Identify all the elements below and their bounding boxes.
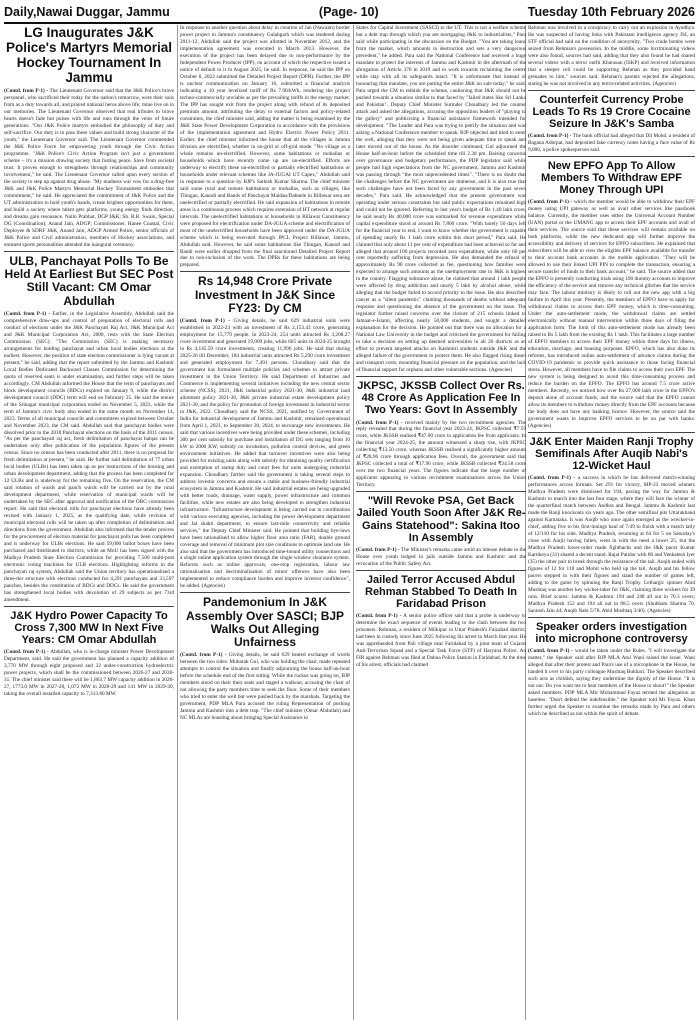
headline: Speaker orders investigation into microphone controversy bbox=[535, 620, 688, 645]
divider bbox=[4, 606, 174, 607]
body-text: The Lieutenant Governor said that the J&K Police's brave personnel, who sacrificed their today for the nation's tomorrow, were their sons from as a duty towards all, and prayed national heros above life; mine live on in our memories. The Lieutenant Governor observed that real tributes to brave hearts doesn't fade but pulses with life and runs through the veins of future generations. "Our J&K Police martyrs embodied the philosophy of duty and self-sacrifice. Our duty is to pass these values and build strong character of the youth," the Lieutenant Governor said. The Lieutenant Governor commended the J&K Police Force for empowering youth through the Civic Action programme. "J&K Police's Civic Action Program isn't just a government scheme – it's a mission drawing society that fosting peace. Save from societal trust. It proves enough to strengthens through relationships and community involvement," he said. The Lieutenant Governor called upon every section of the society to step up against drug abuse. "My madness war vow for a drug-free J&K and J&K Police Martyrs Memorial Hockey Tournament embodies that commitment," he said. He appreciated the commitment of J&K Police and the UT administration to hold youth's hands, create brighter opportunities for them, and build a society where talent gets platforms, young energy finds direction, and dreams gain resonance. Nalin Prabhat, DGP J&K; Sh. R.R. Swain, Special DG (Coordination); Anand Jain, ADGP; Commissioner, Hanee Coastal, Civic Deployee & SDRF J&K, Anand Jain, ADGP Armed Police, senior officials of J&K Police and Civil administration, members of Hockey associations, and eminent sports personalities attended the inaugural ceremony. bbox=[4, 88, 174, 249]
dateline: (Contd. from P-1) - bbox=[4, 310, 51, 317]
headline: Rs 14,948 Crore Private Investment In J&K Since FY23: Dy CM bbox=[194, 274, 336, 315]
divider bbox=[528, 617, 695, 618]
body-text: The Minister's remarks came amid an intense debate in the House over youth lodged in jails outside Jammu and Kashmir and the revocation of the Public Safety Act. bbox=[356, 546, 526, 567]
divider bbox=[528, 90, 695, 91]
body-text: Giving details, he said 629 heated exchange of words between the two sides. Mubarak Gul, who was holding the chair, made repeated attempts to control the situation and finally adjourning the house half-an-hour before the schedule end of the first sitting. While the ruckus was going on, BJP members stood on their their seats and staged a walkout, accusing the chair of not allowing the party members time to seek the floor. Some of their members who tried to enter the well but were pushed back by the marshals. Targeting the government, PDP MLA Para accused the ruling Representation of pushing Jammu and Kashmir into a debt trap. "The chief minister (Omar Abdullah) and NC MLAs are boasting about bringing Special Assistance to bbox=[180, 652, 350, 722]
divider bbox=[356, 491, 526, 492]
divider bbox=[528, 156, 695, 157]
dateline: (Contd. from P-1) - bbox=[180, 652, 227, 659]
article-body bbox=[356, 613, 526, 669]
newspaper-name: Daily,Nawai Duggar, Jammu bbox=[4, 5, 170, 19]
article-body bbox=[4, 311, 174, 604]
body-text: Abdullah, who is in-charge minister Power Development Department, said. He said the government has planned a capacity addition of 3,770 MW through eight proposed and 32 under-construction hydroelectric power projects, which shall be the commissioned between 2026-27 and 2030-31. The chief minister said there will be 1,863.7 MW capacity addition in 2026-27, 1773.0 MW in 2027-28, 1,072 MW in 2028-29 and 141 MW in 2029-30, taking the overall installed capacity to 7,313.80 MW. bbox=[4, 649, 174, 698]
dateline: (Contd. from P-1) - bbox=[356, 419, 403, 426]
masthead bbox=[4, 2, 695, 24]
dateline: (Contd. from P-1) - bbox=[528, 133, 572, 140]
dateline: (Contd. from P-1) - bbox=[528, 648, 574, 655]
article-body-continued: In response to another question about delay in creation of Jan (Nawaim) border power project in Jammu's constituency Gulabgarh which was tendered during 2011-12, Abdullah said the project was allotted in November 2012, and the implementation agreement was executed in March 2013. However, the execution of the project has been delayed due to non-performance by the Independent Power Producer (IPP), on account of which the respective issued a notice of default to it in August 2025, he said. In response, he said the IPP on October 8, 2022 submitted the Detailed Project Report (DPR). Further, the IPP is unclear communication on January 16, submitted a financial analysis indicating a 10 year levelized tariff of Rs 7.90/kWh, rendering the project techno-commercially unviable as per the prevailing tariffs in the energy market. The IPP has sought exit from the project along with refund of its deposited premium amount, attributing the delay to external factors and policy-related constraints, the chief minister said, adding the matter is being examined by the J&K State Power Development Corporation in accordance with the provisions of the implementation agreement and Hydro Electric Power Policy 2011. Earlier, the chief minister informed the house that all the villages in Jammu division are electrified, whether in on-grid or off-grid mode. "No village as a whole remains un-electrified. However, some habitations or mohallas or households which have recently come up are un-electrified. Efforts are underway to electrify these un-electrified or partially electrified habitations or households under relevant schemes like JA-JUGAI UT Capex," Abdullah said in response to a question by BJP's Sathish Kumar Sharma. The chief minister said some rural and remote habitations or mohallas, such as villages, like Thingan, Kanodi and Bands of Panchayat Maidan/Dabnele in Billawar area are unelectrified or partially electrified. He said expansion of habitations in remote areas is a continuous process which requires extension of HT network at regular intervals. The unelectrified habitations or households in Billawar Constituency were proposed for electrification under DA-JGUA scheme and electrification of most of the unelectrified households have been approved under the DA-JGUA scheme which is being executed through JPCL Project Billawar, Jammu, Abdullah said. However, he said some habitations like Thingan, Kanodi and Bandi were earlier dropped from the final sanctioned Detailed Project Report due to non-inclusion of the work. The DPRs for these habitations are being prepared. bbox=[180, 25, 350, 269]
article-body bbox=[528, 199, 695, 429]
article-jkpsc-fees bbox=[356, 380, 526, 489]
article-lg-hockey bbox=[4, 26, 174, 249]
dateline: (Contd. from P-1) - bbox=[356, 546, 400, 553]
headline: JKPSC, JKSSB Collect Over Rs. 48 Crore As Application Fee In Two Years: Govt In Assembly bbox=[357, 380, 525, 417]
article-body-continued: States for Capital Investment (SASCI) to the UT. This is not a welfare scheme but a debt trap through which you are mortgaging J&K to industrialists," Para said while participating in the discussion on the Budget. "You are taking loans from the market, which amounts to destruction and sets a very dangerous precedent," he added. Para said the National Conference had received a huge mandate to protect the interests of Jammu and Kashmir in the aftermath of the abrogation of Article 370 in 2019 and to work towards reclaiming the centre while stay with all its safeguards intact. "It is unfortunate that instead of honouring that mandate, you are putting the entire J&K on sale today," he said. Para urged the CM to rethink the scheme, cautioning that J&K should not be pushed towards a situation similar to that faced by "failed states like Sri Lanka and Pakistan". Deputy Chief Minister Surinder Choudhary led the counter attack and asked the allegations, accusing the opposition leaders of "playing to the gallery" and politicising a financial assistance framework intended for development. "The Leader and Para was trying to petrify the situation and was asking a National Conference member to speak. BJP objected and tried to enter the well, alleging that they were not being given adequate time to speak and later moved out of the house. As the disorder continued, Gul adjourned the House half-an-hour before the scheduled time till 2.30 pm. Raising concerns over governance and budgetary performance, the PDP legislator said while people had high expectations from the NC government, Jammu and Kashmir was passing through "the most unprecedented times". "There is no doubt that the challenges before the NC government are immense, and it is also true that such challenges have not been faced by any government in the past seven decades," Para said. He acknowledged that the present government was operating under serious constraints but said public expectations remained high and could not be ignored. Referring to last year's budget of Rs 1.40 lakh crore, he said nearly Rs 40,000 crore was earmarked for revenue expenditure while capital expenditure stood at around Rs 7,800 crore. "With barely 50 days left for the financial year to end, I want to know whether the government is capable of spending nearly Rs 1 lakh crore within this short period," Para said. He claimed that only about 11 per cent of expenditure had been achieved so far and alleged that around 100 projects recorded zero expenditure, while only 60 per cent reportedly suffering from depression. He also demanded the refusal of approximately Rs 90 crore collected as fee, questioning how families were expected to arrange such amounts as the unemployment rate in J&K is highest in the country. Flagging substance abuse, he claimed that around 1 lakh people were affected by drug addiction and nearly 5 lakh by alcohol abuse, while alleging that the budget failed to accord priority to the issue. He also described cancer as a "silent pandemic" claiming thousands of deaths without adequate response and questioning the absence of the government on the issue. The legislator further raised concerns over the closure of 215 schools linked to Jamaat-e-Islami, affecting nearly 50,000 students, and sought a detailed explanation for the decision. He pointed out that there was no allocation for a National Law University in the budget and criticised the government for failing to take a decision on setting up deemed universities in all 20 districts as an effort to prevent targeted attacks on Kashmiri students outside J&K and the alleged failure of the government to protect them. He also flagged rising diesel and transport costs, mounting financial pressure on the population, and the lack of financial support for orphans and other vulnerable sections. (Agencies) bbox=[356, 25, 526, 374]
column-divider bbox=[177, 25, 178, 1020]
article-private-investment bbox=[180, 275, 350, 590]
body-text: which the member would be able to withdraw their EPF money using UPI gateway as well as avail other services like passbook balance. Currently, the member uses either the Universal Account Number (UAN) portal or the UMANG app to access their EPF accounts and avail of their services. The source said that these services will remain available on both platforms, while the new dedicated app will further improve the accessibility and delivery of services for EPFO subscribers. He explained that subscribers will be able to view the eligible EPF balance available for transfer to their account bank accounts in the mobile application. "They will be allowed to use their linked UPI PIN to complete the transaction, ensuring a secure transfer of funds to their bank account," he said. The source added that the EPFO is presently conducting trials using 100 dummy accounts to improve the efficiency of the service and remove any technical glitches that the service may face. The labour ministry is likely to roll out the new app with a big fanfare in April this year. Presently, the members of EPFO have to apply for withdrawal claims to access their EPF money, which is time-consuming. Under the auto-settlement mode, the withdrawal claims are settled electronically without manual intervention within three days of filing the application form. The limit of this auto-settlement mode has already been raised to Rs 5 lakh from the existing Rs 1 lakh. This facilitates a large number of EPFO members to access their EPF money within three days for illness, education, marriage, and housing purposes. EPFO, which has also done its reforms, has introduced online auto-settlement of advance claims during the COVID-19 pandemic to provide quick assistance to those facing financial stress. However, all members have to file claims to access their own EPF. The new system is being designed to avoid this time-consuming process and reduce the burden on the EPFO. The EPFO has around 7.5 crore active members. Recently, we noticed how over Rs 27,000 lakh crore in the EPFO's deposit alone of account funds, and the source said that the EPFO cannot allow its members to withdraw money directly from the EPF accounts because the body does not have any banking licence. However, the source said the government wants to improve EPFO services to be on par with banks. (Agencies) bbox=[528, 199, 695, 429]
body-text: would be taken under the Rules. "I will investigate the matter," the Speaker said after BJP MLA Atul Wani raised the issue. Wani alleged that after their protest and Para's use of a microphone in the House, he handed it over to his party colleague Mushtaq Bukhari. The Speaker described such acts as childish, saying they undermine the dignity of the House. "It is not our. Do you want me to hear members of the House to shout?" the Speaker asked members. PDP MLA Mir Mohammad Fayaz termed the allegation as baseless. "Don't defend the indefensible," the Speaker told Mr Fayaz. Khan further urged the Speaker to examine the remarks made by Para and others which he described as not within the spirit of debate. bbox=[528, 648, 695, 717]
article-body bbox=[4, 88, 174, 249]
article-pandemonium bbox=[180, 596, 350, 722]
divider bbox=[528, 432, 695, 433]
body-text: a success in which he has delivered match-winning performances across formats. Set 291 for victory, MP-23 moved winners Madhya Pradesh were dismissed for 194, paving the way for Jammu & Kashmir to march into the last four stage, where they will face the winner of the quarterfinal match between Andhra and Bengal. Jammu & Kashmir last made the Ranji knockouts six years ago. The other semifinal pits Uttarakhand against Karnataka. It was Auqib who once again emerged as the wrecker-in-chief, adding five to his first-innings haul of 7/49 to finish with a match tally of 12/110 for his side. Madhya Pradesh, resuming at 64 for 5 on Saturday's close with Aarjit having fallen, went in with the need a lower 25, but the Madhya Pradesh lower-order made fightbacks and the J&K pacer Kumar Kartikeya (31) shared a decent stand. Rajat Patidar with 80 and Venkatesh Iyer (35) the other pair to break through the resistance of the tail. Auqib ended with figures of 12 for 110 and Mohit who held up the tail, Auqib and his fellow pacers stepped in with their figures and stand the number of games left, adding to the game by spinning the Ranji Trophy. Lethargic spinner Abid Mushtaq was another key wicket-taker for J&K, claiming three wickets for 39 runs. Brief scores: Jammu & Kashmir 194 and 248 all out in 70.3 overs; Madhya Pradesh 152 and 194 all out in 68.5 overs (Shubham Sharma 70, Saransh Jain 44; Auqib Nabi 5/78, Abid Mushtaq 3/40). (Agencies) bbox=[528, 475, 695, 614]
article-ranji-trophy bbox=[528, 436, 695, 615]
column-2 bbox=[180, 25, 350, 1022]
column-3 bbox=[356, 25, 526, 1022]
divider bbox=[180, 592, 350, 593]
article-body bbox=[528, 133, 695, 154]
dateline: (Contd. from P-1) - bbox=[180, 318, 230, 325]
article-microphone-controversy bbox=[528, 621, 695, 718]
headline: Jailed Terror Accused Abdul Rehman Stabbed To Death In Faridabad Prison bbox=[365, 573, 517, 610]
dateline: (Contd. from P-1) - bbox=[4, 649, 49, 656]
divider bbox=[180, 271, 350, 272]
column-1 bbox=[4, 25, 174, 1022]
article-cocaine-seizure bbox=[528, 94, 695, 154]
body-text: received mainly by the two recruitment agencies. The reply revealed that during the financial year 2023-24, JKPSC collected ₹7.59 crore, while JKSSB realised ₹47.00 crore in application fee from applicants. In the financial year 2024-25, the amount witnessed a sharp rise, with JKPSC collecting ₹13.50 crore, whereas JKSSB realised a significantly higher amount of ₹28.96 crore through application fees. Overall, the government said that JKPSC collected a total of ₹17.96 crore, while JKSSB collected ₹34.58 crore over the two financial years. The figures indicate that the large number of applicants appearing in various recruitment examinations across the Union Territory. bbox=[356, 419, 526, 489]
headline: Counterfeit Currency Probe Leads To Rs 19 Crore Cocaine Seizure In J&K's Samba bbox=[532, 93, 691, 131]
article-epfo-app bbox=[528, 160, 695, 430]
article-body-continued: Rehman was involved in a conspiracy to carry out an explosion in Ayodhya. He was suspected of having links with Pakistani intelligence agency ISI, an STF official had said on the condition of anonymity. "Two crude bombs were seized from Rehman's possession. In the middle, some incriminating videos were also found, sources had said, adding that they also found he had shared several videos with a terror outfit Khurasan (ISKP) and received information that a sleeper cell could be supporting Rehman as they provided hand grenades to him," sources said. Rehman's parents rejected the allegations, stating he was not involved in any terror-related activities. (Agencies) bbox=[528, 25, 695, 87]
body-text: A senior police officer said that a probe is underway to determine the exact sequence of events leading to the clash between the two prisoners. Rehman, a resident of Milkipur in Uttar Pradesh's Faizabad district, had been in custody since June 2025 following his arrest to March that year. He was apprehended from Pali village near Faridabad by a joint team of Gujarat Anti-Terrorism Squad and a Special Task Force (STF) of Haryana Police. An FIR against Rehman was filed at Dabua Police Station in Faridabad. At the time of his arrest, officials had claimed bbox=[356, 612, 526, 668]
article-body bbox=[180, 318, 350, 590]
headline: ULB, Panchayat Polls To Be Held At Earliest But SEC Post Still Vacant: CM Omar Abdullah bbox=[4, 254, 174, 308]
article-hydro-power bbox=[4, 610, 174, 698]
divider bbox=[356, 376, 526, 377]
headline: J&K Enter Maiden Ranji Trophy Semifinals After Auqib Nabi's 12-Wicket Haul bbox=[529, 435, 694, 473]
article-body bbox=[356, 420, 526, 490]
article-body bbox=[528, 648, 695, 718]
article-body bbox=[4, 649, 174, 698]
dateline: (Contd. from P-1) - bbox=[356, 612, 402, 619]
headline: New EPFO App To Allow Members To Withdraw EPF Money Through UPI bbox=[541, 160, 682, 197]
body-text: Earlier, in the Legislative Assembly, Abdullah said the comprehensive draw-ups and control of preparation of electoral rolls and conduct of elections under the J&K Panchayati Raj Act, J&K Municipal Act and J&K Municipal Corporation Act, 2000, rests with the State Election Commission (SEC). "The Commission (SEC) is making necessary arrangements for holding panchayat and urban local bodies elections at the earliest. However, the position of state election commissioner is lying vacant at present," he said, adding that the report submitted by the Jammu and Kashmir Local Bodies Dedicated Backward Classes Commission for determining the quota of reserved seats is under examination, and further steps will be taken accordingly. CM Abdullah informed the House that the term of panchayats and block development councils (BDCs) expired on January 9, while the district development council (DDC) term will end on February 25. He said the tenure of the Srinagar municipal corporation ended on November 5, 2023, while the term of Jammu's civic body also ended in the same month on November 14, 2023. Terms of all municipal councils and committees expired between October and November 2023, the CM said. Abdullah said that panchayat bodies were dissolved prior to the 2018 Panchayat elections on the basis of the 2011 census. "As per the panchayati raj act, fresh delimitation of panchayat halqas can be undertaken only after publication of the population figures of the present census. Since no census has been conducted after 2011, there is no proposal for fresh delimitation at present," he said. He further said delimitation of 77 urban local bodies (ULBs) has been taken up as per instructions of the housing and urban development department, adding that the process has been completed for 12 ULBs and is underway for the remaining five. On the reservation, the CM said rotation of wards and panch wards will be carried out by the rural development department, while reservation of municipal wards will be undertaken by the SEC after approval and notification of the OBC commission report. He said that electoral rolls for panchayat elections have already been revised with January 1, 2025, as the qualifying date, while revision of municipal electoral rolls will be taken up after completion of delimitation and directions from the government. Abdullah also informed that the tender process for the procurement of election material for panchayat polls has been completed and is underway for ULBs elections. He said 59,000 ballot boxes have been purchased and distributed to districts, while an MoU has been signed with the Madhya Pradesh State Election Commission for providing 7,500 multi-post electronic voting machines for ULB elections. Highlighting reforms in the panchayati raj system, Abdullah said the Union territory has operationalised a three-tier structure with elections conducted for 4,291 panchayats and 33,597 panches, besides the constitution of BDCs and DDCs. He said the government has strengthened local bodies with devolution of 29 subjects as per 73rd amendment. bbox=[4, 310, 174, 604]
article-ulb-polls bbox=[4, 255, 174, 604]
body-text: Giving details, he said 629 industrial units were established in 2022-23 with an investment of Rs 2,153.43 crore, generating employment for 15,779 people. In 2023-24, 254 units attracted Rs 3,208.27 crore investment and generated 19,909 jobs, while 605 units in 2024-25 brought in Rs 4,145.59 crore investments, creating 11,996 jobs. He said that during 2025-26 till December, 184 industrial units attracted Rs 5,290 crore investment and generated employment for 7,491 persons. Choudhary said that the government has formulated multiple policies and schemes to attract private investment in the Union Territory. He said Department of Industries and Commerce is implementing several initiatives including the new central sector scheme (NCSS), 2021, J&K industrial policy 2021-30, J&K industrial land allotment policy 2021-30, J&K private industrial estate development policy 2021-30, and the policy for promotion of foreign investment in industrial sector in J&K, 2022. Choudhary said the NCSS, 2021, notified by Government of India for industrial development of Jammu and Kashmir, remained operational from April 1, 2021, to September 30, 2024, to encourage new investments. He said that various incentives were being provided under these schemes, including 300 per cent subsidy for purchase and installation of DG sets ranging from 10 kW to 2000 KW, subsidy on incubation, pollution control devices, and green environment initiatives. He added that turnover incentives were also being provided for existing units along with subsidy for obtaining quality certification and exemption of stamp duty and court fees for units undergoing industrial expansion. Choudhary further said the government is taking several steps to address investor concerns and ensure a stable and business-friendly industrial ecosystem in Jammu and Kashmir. He said industrial estates are being upgraded with better roads, drainage, water supply, power infrastructure and common facilities, while new estates are also being developed to strengthen industrial infrastructure. "Infrastructure development is being carried out in coordination with various executing agencies, including the power development department and Jal shakti department, to ensure last-mile connectivity and reliable services," the Deputy Chief Minister said. He pointed that building bye-laws have been rationalised to allow higher floor area ratio (FAR), double ground coverage and removal of minimum plot size conditions to optimise land use. He also said that the government has introduced time-bound utility connections and a single online application system through the single window clearance system. Reforms such as online approvals, one-stop registration, labour law rationalisation and decriminalisation of minor offences have also been implemented to reduce compliance burden and improve investor confidence", he added. (Agencies) bbox=[180, 318, 350, 590]
dateline: (Contd. from P-1) - bbox=[528, 199, 573, 206]
body-text: The bank official had alleged that Dil Mohd, a resident of Bagana Adorpat, had deposited fake currency notes having a face value of Rs 9,000, a police spokesperson said. bbox=[528, 133, 695, 154]
dateline: (Contd. from P-1) - bbox=[528, 475, 576, 482]
article-body bbox=[528, 475, 695, 615]
headline: J&K Hydro Power Capacity To Cross 7,300 MW In Next Five Years: CM Omar Abdullah bbox=[10, 610, 168, 647]
page-number: (Page- 10) bbox=[318, 5, 379, 19]
headline: Pandemonium In J&K Assembly Over SASCI; BJP Walks Out Alleging Unfairness bbox=[185, 595, 345, 649]
headline: LG Inaugurates J&K Police's Martyrs Memorial Hockey Tournament In Jammu bbox=[5, 25, 173, 85]
divider bbox=[356, 570, 526, 571]
divider bbox=[4, 251, 174, 252]
article-body bbox=[356, 547, 526, 568]
article-body bbox=[180, 652, 350, 722]
article-revoke-psa bbox=[356, 495, 526, 567]
column-divider bbox=[353, 25, 354, 1020]
column-4 bbox=[528, 25, 695, 1022]
article-faridabad-prison bbox=[356, 574, 526, 669]
publication-date: Tuesday 10th February 2026 bbox=[527, 5, 695, 19]
headline: "Will Revoke PSA, Get Back Jailed Youth Soon After J&K Re-Gains Statehood": Sakina Itoo In Assembly bbox=[356, 495, 526, 544]
dateline: (Contd. from P-1) - bbox=[4, 88, 49, 95]
